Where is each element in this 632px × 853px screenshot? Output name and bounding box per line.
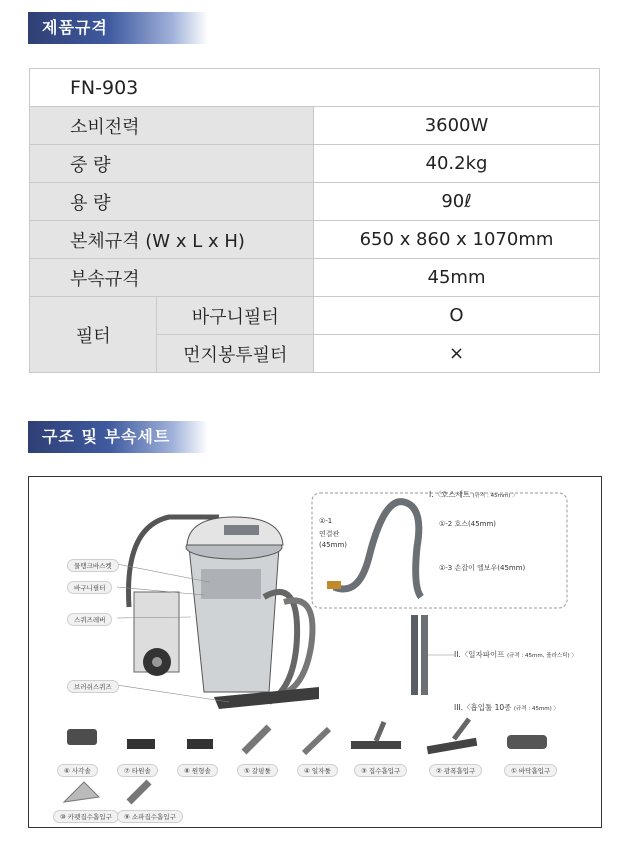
spec-label: 용 량 bbox=[30, 183, 314, 221]
table-row bbox=[30, 145, 600, 183]
hose-set-item: (45mm) bbox=[319, 541, 348, 549]
tool-label: ⑨ 소파집수흡입구 bbox=[117, 810, 183, 823]
tool-label: ③ 집수흡입구 bbox=[354, 764, 407, 777]
table-row bbox=[30, 107, 600, 145]
structure-diagram bbox=[28, 476, 602, 828]
nozzles-title: III.〈흡입툴 10종 (규격 : 45mm) 〉 bbox=[454, 703, 560, 712]
spec-value: 3600W bbox=[314, 107, 600, 145]
hose-set-item: 연결관 bbox=[319, 530, 340, 538]
callout-brush-squeeze: 브러쉬스퀴즈 bbox=[67, 680, 119, 693]
table-row bbox=[30, 221, 600, 259]
filter-label: 필터 bbox=[30, 297, 157, 373]
tool-label: ④ 일자툴 bbox=[297, 764, 338, 777]
callout-basket-filter: 바구니필터 bbox=[67, 581, 112, 594]
tool-label: ① 바닥흡입구 bbox=[504, 764, 557, 777]
spec-table bbox=[29, 68, 600, 373]
spec-label: 본체규격 (W x L x H) bbox=[30, 221, 314, 259]
table-row bbox=[30, 183, 600, 221]
tool-label: ⑥ 사각솔 bbox=[57, 764, 98, 777]
tool-label: ⑩ 카펫집수흡입구 bbox=[53, 810, 119, 823]
hose-set-item: ①-1 bbox=[319, 517, 333, 525]
hose-set-item: ①-2 호스(45mm) bbox=[439, 520, 497, 528]
filter-item-value: × bbox=[314, 335, 600, 373]
model-name: FN-903 bbox=[30, 69, 600, 107]
callout-water-tank-basket: 물탱크바스켓 bbox=[67, 559, 119, 572]
tool-label: ② 광폭흡입구 bbox=[429, 764, 482, 777]
callout-squeeze-lever: 스퀴즈레버 bbox=[67, 613, 112, 626]
filter-item-value: O bbox=[314, 297, 600, 335]
pipe-title: II.〈일자파이프 (규격 : 45mm, 플라스틱) 〉 bbox=[454, 650, 577, 659]
table-row bbox=[30, 69, 600, 107]
spec-value: 650 x 860 x 1070mm bbox=[314, 221, 600, 259]
spec-label: 부속규격 bbox=[30, 259, 314, 297]
tool-label: ⑤ 갈핑툴 bbox=[237, 764, 278, 777]
filter-item-label: 바구니필터 bbox=[157, 297, 314, 335]
spec-value: 90ℓ bbox=[314, 183, 600, 221]
tool-label: ⑦ 타원솔 bbox=[117, 764, 158, 777]
table-row bbox=[30, 259, 600, 297]
spec-section-title: 제품규격 bbox=[28, 12, 208, 44]
spec-label: 소비전력 bbox=[30, 107, 314, 145]
spec-label: 중 량 bbox=[30, 145, 314, 183]
tool-label: ⑧ 원형솔 bbox=[177, 764, 218, 777]
spec-value: 40.2kg bbox=[314, 145, 600, 183]
structure-section-title: 구조 및 부속세트 bbox=[28, 421, 208, 453]
filter-item-label: 먼지봉투필터 bbox=[157, 335, 314, 373]
table-row bbox=[30, 297, 600, 335]
hose-set-item: ①-3 손잡이 엘보우(45mm) bbox=[439, 564, 526, 572]
hose-set-title: I.〈호스세트 (규격 : 45mm) 〉 bbox=[429, 490, 518, 499]
spec-value: 45mm bbox=[314, 259, 600, 297]
